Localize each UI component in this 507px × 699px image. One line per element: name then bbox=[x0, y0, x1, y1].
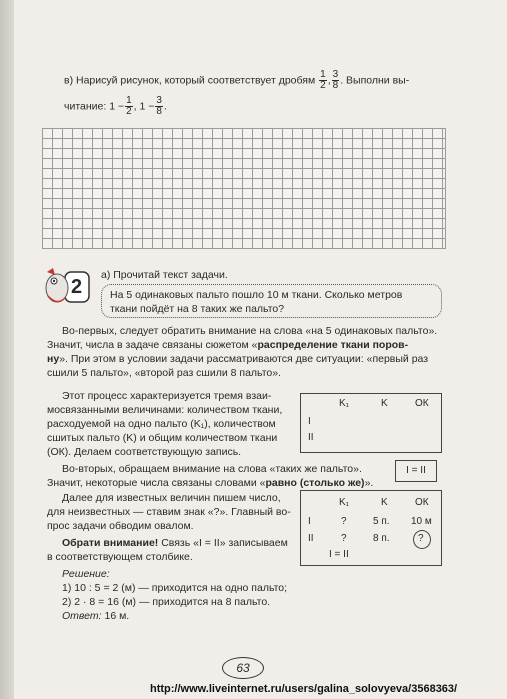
header-k: K bbox=[381, 497, 388, 508]
part-v-line2: читание: 1 − $\frac{1}{2}$ , 1 − $\frac{3}{8}$ . bbox=[64, 95, 167, 117]
paragraph-1: Во-первых, следует обратить внимание на слова «на 5 одинаковых пальто». Значит, числа в задаче связаны сюжетом «распределение ткани поров- ну». При этом в условии задачи рассматриваются две ситуации: «первый раз сшили 5 пальто», «второй раз сшили 8 пальто». bbox=[47, 325, 438, 379]
solution-label: Решение: bbox=[62, 568, 110, 580]
schema-table-2 bbox=[300, 490, 442, 566]
solution-step-1: 1) 10 : 5 = 2 (м) — приходится на одно пальто; bbox=[62, 582, 288, 594]
book-spine bbox=[0, 0, 14, 699]
answer-label: Ответ: bbox=[62, 610, 102, 622]
task-line-1: На 5 одинаковых пальто пошло 10 м ткани. Сколько метров bbox=[110, 289, 403, 301]
solution-step-2: 2) 2 · 8 = 16 (м) — приходится на 8 пальто. bbox=[62, 596, 271, 608]
task-text-box bbox=[101, 284, 442, 318]
row-ii: II bbox=[308, 533, 314, 544]
question-oval bbox=[413, 530, 431, 549]
row-ii: II bbox=[308, 432, 314, 443]
cell-ok-i: 10 м bbox=[411, 516, 432, 527]
equality-box: I = II bbox=[395, 460, 437, 482]
schema-table-1 bbox=[300, 393, 442, 453]
fraction-1-2: $\frac{1}{2}$ bbox=[320, 69, 326, 91]
drawing-grid[interactable] bbox=[42, 128, 446, 249]
watermark-url: http://www.liveinternet.ru/users/galina_solovyeva/3568363/ bbox=[150, 683, 458, 695]
mascot-icon bbox=[43, 266, 91, 312]
equality-relation: I = II bbox=[329, 549, 349, 560]
header-ok: ОК bbox=[415, 398, 429, 409]
header-k1: K₁ bbox=[339, 398, 350, 409]
paragraph-5: Обрати внимание! Связь «I = II» записываем в соответствующем столбике. bbox=[47, 537, 288, 563]
header-k: K bbox=[381, 398, 388, 409]
header-k1: K₁ bbox=[339, 497, 350, 508]
answer-value: 16 м. bbox=[101, 610, 130, 622]
task-2-badge bbox=[43, 266, 91, 312]
part-v-text: в) Нарисуй рисунок, который соответствует дробям bbox=[64, 74, 319, 87]
paragraph-4: Далее для известных величин пишем число, для неизвестных — ставим знак «?». Главный во- прос задачи обводим овалом. bbox=[47, 492, 291, 532]
header-ok: ОК bbox=[415, 497, 429, 508]
task-heading: а) Прочитай текст задачи. bbox=[101, 269, 228, 281]
solution-block bbox=[62, 567, 392, 623]
paragraph-3: Во-вторых, обращаем внимание на слова «таких же пальто». Значит, некоторые числа связаны словами «равно (столько же)». bbox=[47, 463, 374, 489]
row-i: I bbox=[308, 516, 311, 527]
cell-k-i: 5 п. bbox=[373, 516, 390, 527]
row-i: I bbox=[308, 416, 311, 427]
page-number: 63 bbox=[222, 657, 264, 679]
part-v-line1: в) Нарисуй рисунок, который соответствует дробям $\frac{1}{2}$ , $\frac{3}{8}$ . Выполни вы- bbox=[64, 69, 410, 91]
task-number: 2 bbox=[71, 276, 83, 298]
cell-k-ii: 8 п. bbox=[373, 533, 390, 544]
cell-k1-i: ? bbox=[341, 516, 347, 527]
fraction-3-8: $\frac{3}{8}$ bbox=[332, 69, 339, 91]
cell-ok-ii: ? bbox=[418, 533, 424, 544]
paragraph-2: Этот процесс характеризуется тремя взаи- мосвязанными величинами: количеством ткани, расходуемой на одно пальто (K₁), количеством сшитых пальто (K) и общим количеством ткани (ОК). Делаем соответствующую запись. bbox=[47, 390, 283, 458]
cell-k1-ii: ? bbox=[341, 533, 347, 544]
task-line-2: ткани пойдёт на 8 таких же пальто? bbox=[110, 303, 285, 315]
